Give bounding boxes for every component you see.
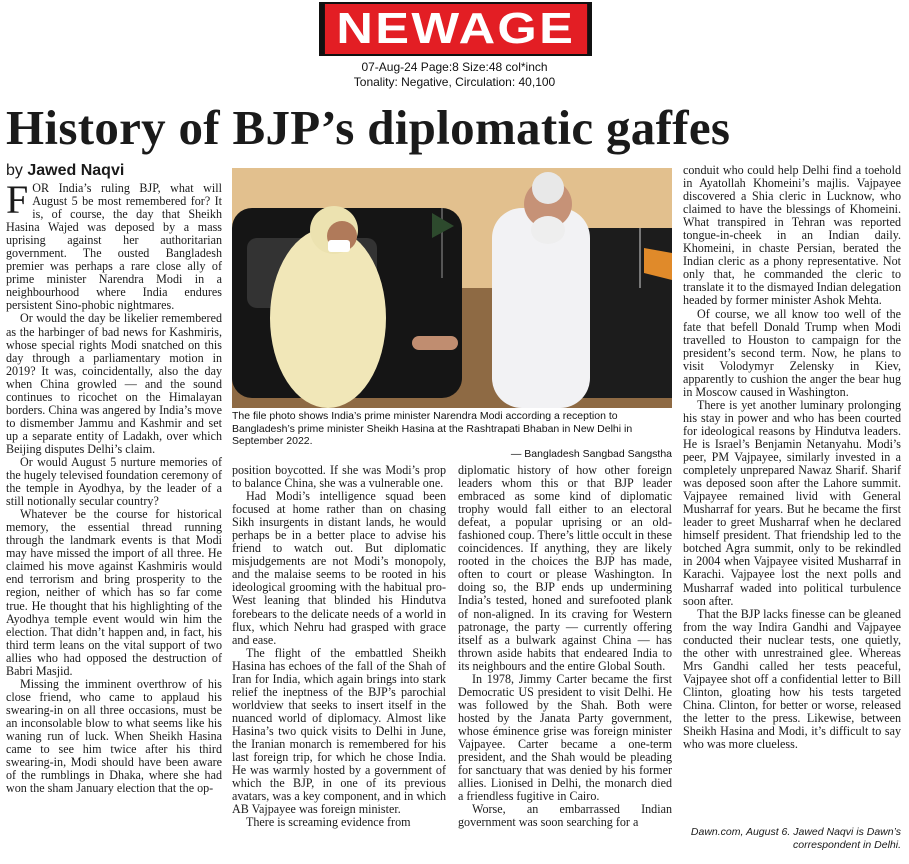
logo-text: NEWAGE: [325, 4, 587, 54]
paragraph: There is screaming evidence from: [246, 815, 411, 830]
photo-illustration: [232, 168, 672, 408]
byline-prefix: by: [6, 162, 23, 179]
paragraph: The flight of the embattled Sheikh Hasina has echoes of the fall of the Shah of Iran for India, which again brings into stark relief the ineptness of the BJP’s parochial worldview that seeks to insert itself in the nuanced world of diplomacy. Almost like Hasina’s two quick visits to Delhi in June, the Iranian monarch is remembered for his last foreign trip, for which he chose India. He was warmly hosted by a government of which the BJP, in one of its previous avatars, was a key component, and in which AB Vajpayee was foreign minister.: [232, 645, 446, 817]
newspaper-logo: [319, 2, 592, 56]
paragraph: That the BJP lacks finesse can be gleaned from the way Indira Gandhi and Vajpayee conducted their nuclear tests, one quietly, the other with unrestrained glee. Whereas Mrs Gandhi called her tests peaceful, Vajpayee shot off a confidential letter to Bill Clinton, gloating how his tests targeted China. Clinton, for better or worse, released the letter to the press. Likewise, between Sheikh Hasina and Modi, it’s difficult to say who was more clueless.: [683, 606, 901, 752]
article-column-2: [232, 464, 446, 829]
drop-cap: F: [6, 177, 29, 222]
paragraph: In 1978, Jimmy Carter became the first Democratic US president to visit Delhi. He was followed by the Shah. Both were hosted by the Janata Party government, whose éminence grise was foreign minister Vajpayee. Carter became a one-term president, and the Shah would be pleading for sanctuary that was denied by his former allies. Lionised in Delhi, the monarch died a friendless fugitive in Cairo.: [458, 671, 672, 804]
meta-line-1: 07-Aug-24 Page:8 Size:48 col*inch: [361, 60, 548, 74]
article-headline: History of BJP’s diplomatic gaffes: [6, 100, 731, 155]
paragraph: Had Modi’s intelligence squad been focused at home rather than on chasing Sikh insurgents in distant lands, he would perhaps be in a better place to advise his friend to watch out. But diplomatic misjudgements are not Modi’s monopoly, and the malaise seems to be rooted in his ideological grooming with the habitual pro-West leaning that blinded his Hindutva forebears to the delicate needs of a world in flux, which Nehru had grasped with grace and ease.: [232, 489, 446, 647]
author-name: Jawed Naqvi: [27, 162, 125, 179]
news-photo: [232, 168, 672, 408]
article-column-1: [6, 177, 222, 796]
paragraph: FOR India’s ruling BJP, what will August 5 be most remembered for? It is, of course, the day that Sheikh Hasina Wajed was deposed by a mass uprising against her authoritarian government. The ousted Bangladesh premier was perhaps a rare close ally of prime minister Narendra Modi in a neighbourhood where India endures persistent Sino-phobic nightmares.: [6, 177, 222, 313]
paragraph: Or would August 5 nurture memories of the hugely televised foundation ceremony of the temple in Ayodhya, by the leader of a still notionally secular country?: [6, 454, 222, 509]
meta-line-2: Tonality: Negative, Circulation: 40,100: [353, 75, 556, 89]
photo-caption: [232, 410, 672, 460]
paragraph: position boycotted. If she was Modi’s prop to balance China, she was a vulnerable one.: [232, 463, 446, 491]
article-column-3: [458, 464, 672, 829]
article-column-4: [683, 164, 901, 751]
author-footnote: Dawn.com, August 6. Jawed Naqvi is Dawn’s correspondent in Delhi.: [690, 826, 901, 851]
paragraph: diplomatic history of how other foreign leaders whom this or that BJP leader embraced as some kind of diplomatic trophy would fall either to an electoral defeat, a popular uprising or an old-fashioned coup. There’s little occult in these coincidences. If anything, they are likely rooted in the choices the BJP has made, often to court or please Washington. In doing so, the BJP ends up undermining India’s tested, honed and surefooted plank of non-aligned. In its craving for Western patronage, the party — currently offering itself as a bulwark against China — has thrown aside habits that endeared India to its neighbours and the entire Global South.: [458, 463, 672, 673]
paragraph: conduit who could help Delhi find a toehold in Ayatollah Khomeini’s majlis. Vajpayee discovered a Shia cleric in Lucknow, who claimed to have the blessings of Khomeini. What transpired in Tehran was reported tongue-in-cheek in an Indian daily. Khomeini, in chaste Persian, berated the Indian cleric as a phony representative. Not only that, he commanded the cleric to translate it to the dismayed Indian delegation headed by former minister Ashok Mehta.: [683, 163, 901, 308]
paragraph: Or would the day be likelier remembered as the harbinger of bad news for Kashmiris, whose special rights Modi snatched on this day through a parliamentary motion in 2019? It was, coincidentally, also the day when China growled — and the sound continues to ricochet on the Himalayan borders. China was angered by India’s move to dismember Jammu and Kashmir and set up a separate entity of Ladakh, over which Beijing disputes Delhi’s claim.: [6, 311, 222, 456]
paragraph: There is yet another luminary prolonging his stay in power and who has been courted for ideological reasons by Hindutva leaders. He is Israel’s Benjamin Netanyahu. Modi’s peer, PM Vajpayee, similarly invested in a completely unprepared Nawaz Sharif. Sharif was deposed soon after the Lahore summit. Vajpayee remained livid with General Musharraf for years. But he became the first leader to greet Musharraf when he declared himself president. That friendship led to the botched Agra summit, only to be rekindled in 2004 when Vajpayee visited Musharraf in Karachi. Vajpayee lost the next polls and Musharraf waded into political turbulence soon after.: [683, 397, 901, 608]
paragraph: Missing the imminent overthrow of his close friend, who came to applaud his swearing-in on all three occasions, must be an inconsolable blow to what seems like his waning run of luck. When Sheikh Hasina came to see him twice after his third swearing-in, Modi should have been aware of the rumblings in Dhaka, where she had won the sham January election that the op-: [6, 676, 222, 796]
clipping-meta: [0, 60, 909, 90]
paragraph: Worse, an embarrassed Indian government was soon searching for a: [458, 802, 672, 830]
caption-text: The file photo shows India’s prime minister Narendra Modi according a reception to Bangladesh’s prime minister Sheikh Hasina at the Rashtrapati Bhaban in New Delhi in September 2022.: [232, 410, 633, 447]
paragraph: Whatever be the course for historical memory, the essential thread running through the landmark events is that Modi may have missed the import of all three. He claimed his move against Kashmiris would end terrorism and bring prosperity to the region, neither of which has so far come true. He thought that his highlighting of the Ayodhya temple event would win him the election. That didn’t happen and, in fact, his third term leans on the vital support of two allies who had opposed the destruction of Babri Masjid.: [6, 507, 222, 678]
photo-credit: — Bangladesh Sangbad Sangstha: [510, 447, 672, 460]
paragraph: Of course, we all know too well of the fate that befell Donald Trump when Modi travelled to Houston to campaign for the president’s second term. Now, he plans to visit Volodymyr Zelensky in Kiev, apparently to cushion the anger the bear hug in Moscow caused in Washington.: [683, 306, 901, 399]
